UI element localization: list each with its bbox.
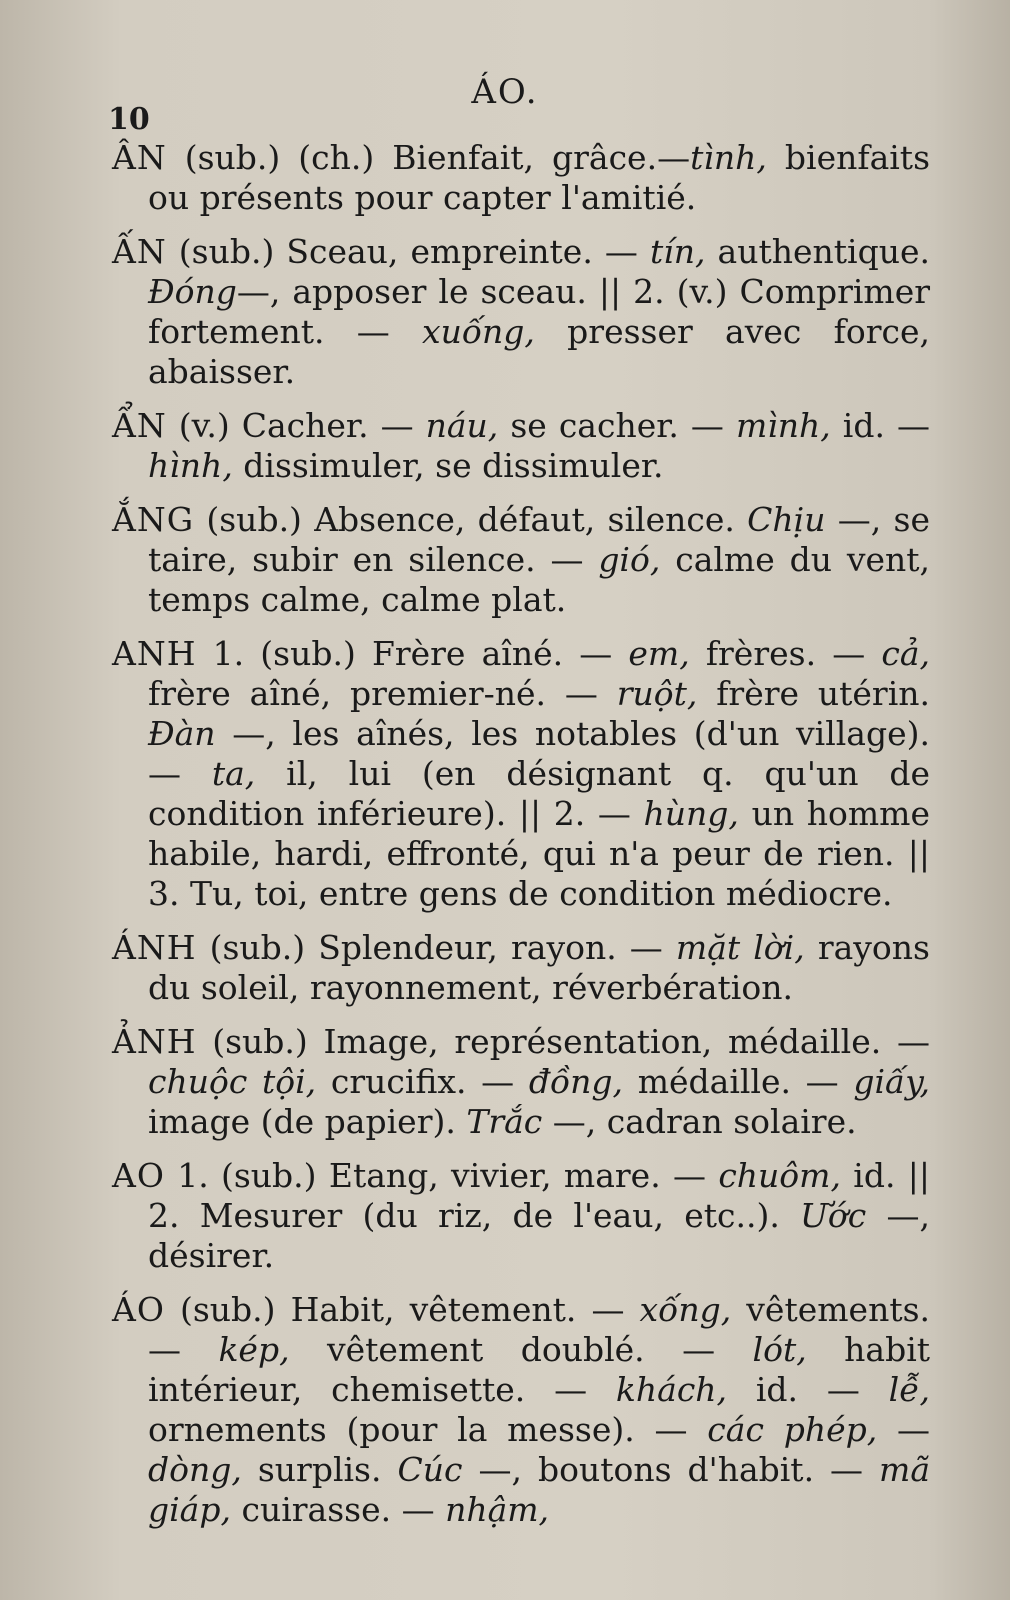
entry-text: frères. — xyxy=(689,634,882,673)
dictionary-entry xyxy=(112,138,930,218)
entry-text: un homme habile, hardi, effronté, qui n'a peur de rien. || 3. Tu, toi, entre gens de condition médiocre. xyxy=(148,794,930,913)
entry-text: se cacher. — xyxy=(498,406,736,445)
dictionary-entry xyxy=(112,500,930,620)
dictionary-entry xyxy=(112,232,930,392)
entry-example-italic: Đóng xyxy=(148,272,237,311)
entry-text: (sub.) Splendeur, rayon. — xyxy=(209,928,676,967)
entry-example-italic: dòng, xyxy=(148,1450,242,1489)
entry-example-italic: ruột, xyxy=(616,674,698,713)
entry-example-italic: em, xyxy=(628,634,690,673)
entry-example-italic: mặt lời, xyxy=(675,928,805,967)
entry-text: (v.) Cacher. — xyxy=(178,406,426,445)
entry-text: authentique. xyxy=(705,232,930,271)
entry-example-italic: Trắc xyxy=(466,1102,543,1141)
entry-example-italic: các phép, xyxy=(707,1410,878,1449)
entry-text: crucifix. — xyxy=(316,1062,529,1101)
entry-example-italic: hình, xyxy=(148,446,233,485)
entry-text: bienfaits ou présents pour capter l'amitié. xyxy=(148,138,930,217)
entry-headword: ÁO xyxy=(112,1290,165,1329)
entry-text: médaille. — xyxy=(623,1062,854,1101)
dictionary-entry xyxy=(112,1022,930,1142)
entry-example-italic: tình, xyxy=(690,138,767,177)
entry-text: frère utérin. xyxy=(697,674,930,713)
entry-text: calme du vent, temps calme, calme plat. xyxy=(148,540,931,619)
entry-text: (sub.) (ch.) Bienfait, grâce.— xyxy=(184,138,691,177)
entry-text: (sub.) Sceau, empreinte. — xyxy=(178,232,650,271)
entry-text: (sub.) Absence, défaut, silence. xyxy=(206,500,748,539)
entry-headword: ÂN xyxy=(112,138,167,177)
entry-example-italic: mã giáp, xyxy=(148,1450,930,1529)
entry-headword: ANH xyxy=(112,634,197,673)
entry-text: —, les aînés, les notables (d'un village). — xyxy=(148,714,930,793)
dictionary-entry xyxy=(112,928,930,1008)
entry-text: —, apposer le sceau. || 2. (v.) Comprimer fortement. — xyxy=(148,272,930,351)
dictionary-entry xyxy=(112,1156,930,1276)
entry-example-italic: mình, xyxy=(735,406,831,445)
entry-text: presser avec force, abaisser. xyxy=(148,312,930,391)
entry-text: — xyxy=(877,1410,930,1449)
entry-example-italic: giấy, xyxy=(853,1062,930,1101)
entry-text: —, cadran solaire. xyxy=(542,1102,857,1141)
entry-text: image (de papier). xyxy=(148,1102,467,1141)
entry-headword: ẮNG xyxy=(112,500,195,539)
entry-headword: ẢNH xyxy=(112,1022,197,1061)
entry-text: (sub.) Image, représentation, médaille. — xyxy=(212,1022,930,1061)
entry-example-italic: chuộc tội, xyxy=(148,1062,317,1101)
entry-example-italic: Chịu xyxy=(747,500,826,539)
entry-example-italic: náu, xyxy=(425,406,499,445)
entry-example-italic: xuống, xyxy=(422,312,535,351)
entry-example-italic: lễ, xyxy=(888,1370,930,1409)
dictionary-entry xyxy=(112,634,930,914)
entry-example-italic: nhậm, xyxy=(445,1490,550,1529)
dictionary-entry xyxy=(112,1290,930,1530)
entry-example-italic: hùng, xyxy=(643,794,739,833)
entry-text: 1. (sub.) Etang, vivier, mare. — xyxy=(177,1156,719,1195)
entry-text: id. — xyxy=(727,1370,889,1409)
entry-example-italic: khách, xyxy=(615,1370,728,1409)
entry-text: 1. (sub.) Frère aîné. — xyxy=(212,634,629,673)
entry-text: (sub.) Habit, vêtement. — xyxy=(179,1290,640,1329)
entry-text: ornements (pour la messe). — xyxy=(148,1410,708,1449)
entry-text: dissimuler, se dissimuler. xyxy=(232,446,664,485)
entry-example-italic: cả, xyxy=(881,634,930,673)
entries-list xyxy=(112,138,930,1544)
page-number: 10 xyxy=(108,102,150,137)
entry-example-italic: đồng, xyxy=(528,1062,624,1101)
entry-example-italic: Cúc xyxy=(397,1450,463,1489)
entry-text: —, se taire, subir en silence. — xyxy=(148,500,930,579)
entry-example-italic: Ước xyxy=(800,1196,867,1235)
entry-headword: ÁNH xyxy=(112,928,197,967)
entry-text: habit intérieur, chemisette. — xyxy=(148,1330,931,1409)
entry-example-italic: Đàn xyxy=(148,714,216,753)
entry-example-italic: tín, xyxy=(649,232,706,271)
running-title: ÁO. xyxy=(471,72,539,112)
entry-text: id. — xyxy=(830,406,931,445)
entry-example-italic: chuôm, xyxy=(718,1156,841,1195)
entry-headword: ẨN xyxy=(112,406,167,445)
entry-headword: AO xyxy=(112,1156,165,1195)
entry-text: vêtement doublé. — xyxy=(289,1330,753,1369)
entry-text: frère aîné, premier-né. — xyxy=(148,674,617,713)
entry-text: cuirasse. — xyxy=(230,1490,446,1529)
entry-example-italic: kép, xyxy=(218,1330,290,1369)
entry-example-italic: gió, xyxy=(598,540,661,579)
entry-example-italic: xống, xyxy=(639,1290,732,1329)
entry-text: id. || 2. Mesurer (du riz, de l'eau, etc..). xyxy=(148,1156,930,1235)
entry-text: il, lui (en désignant q. qu'un de condition inférieure). || 2. — xyxy=(148,754,930,833)
entry-text: —, désirer. xyxy=(148,1196,930,1275)
entry-example-italic: lót, xyxy=(752,1330,807,1369)
dictionary-entry xyxy=(112,406,930,486)
entry-text: rayons du soleil, rayonnement, réverbération. xyxy=(148,928,930,1007)
entry-example-italic: ta, xyxy=(211,754,256,793)
entry-headword: ẤN xyxy=(112,232,167,271)
entry-text: —, boutons d'habit. — xyxy=(462,1450,880,1489)
entry-text: vêtements. — xyxy=(148,1290,931,1369)
entry-text: surplis. xyxy=(241,1450,398,1489)
